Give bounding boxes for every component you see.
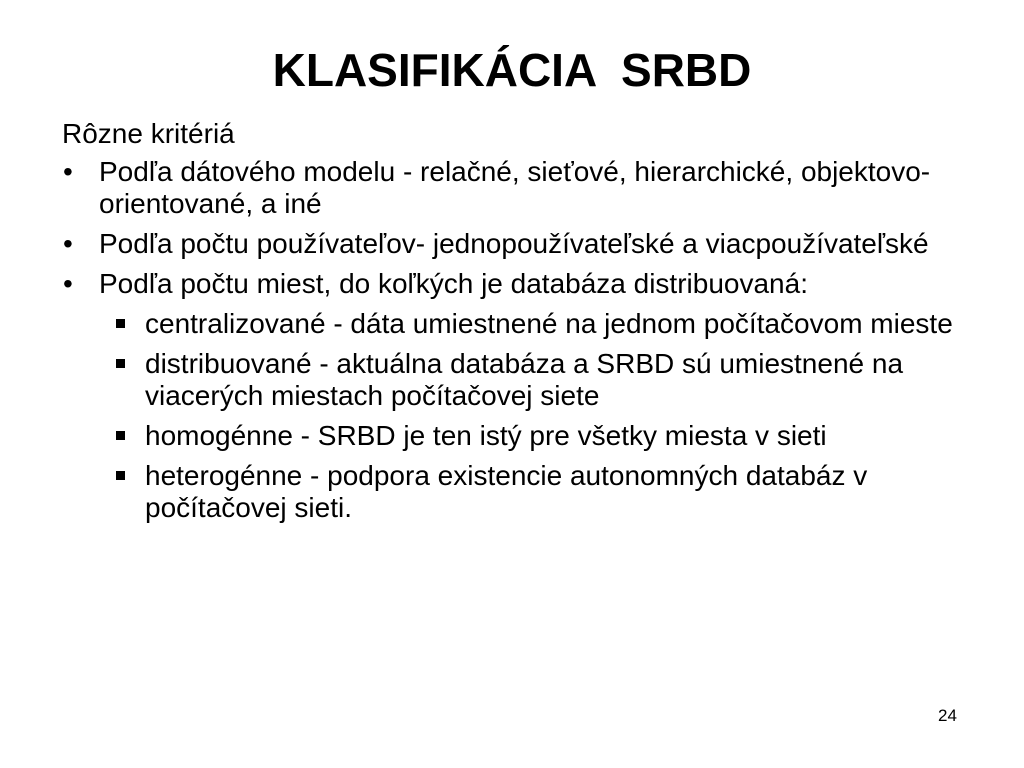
sub-bullet-item-text: distribuované - aktuálna databáza a SRBD sú umiestnené na viacerých miestach počítačovej siete [145,348,904,411]
slide-title: KLASIFIKÁCIA SRBD [272,44,752,96]
sub-bullet-item-text: homogénne - SRBD je ten istý pre všetky miesta v sieti [145,420,827,451]
bullet-item [62,228,982,260]
square-bullet-icon [116,471,125,480]
bullet-item [62,268,982,300]
sub-bullet-item [62,308,982,340]
bullet-dot-icon: • [63,228,73,259]
sub-bullet-list [62,308,982,524]
bullet-item-text: Podľa počtu používateľov- jednopoužívateľské a viacpoužívateľské [99,228,929,259]
intro-text: Rôzne kritériá [62,118,235,149]
bullet-item [62,156,982,220]
sub-bullet-item [62,420,982,452]
sub-bullet-item [62,348,982,412]
bullet-item-text: Podľa počtu miest, do koľkých je databáza distribuovaná: [99,268,808,299]
slide-body [62,118,982,532]
square-bullet-icon [116,431,125,440]
sub-bullet-item-text: centralizované - dáta umiestnené na jednom počítačovom mieste [145,308,953,339]
bullet-dot-icon: • [63,268,73,299]
square-bullet-icon [116,359,125,368]
page-number: 24 [938,706,957,725]
bullet-item-text: Podľa dátového modelu - relačné, sieťové, hierarchické, objektovo-orientované, a iné [99,156,931,219]
sub-bullet-item-text: heterogénne - podpora existencie autonomných databáz v počítačovej sieti. [145,460,868,523]
square-bullet-icon [116,319,125,328]
sub-bullet-item [62,460,982,524]
bullet-dot-icon: • [63,156,73,187]
